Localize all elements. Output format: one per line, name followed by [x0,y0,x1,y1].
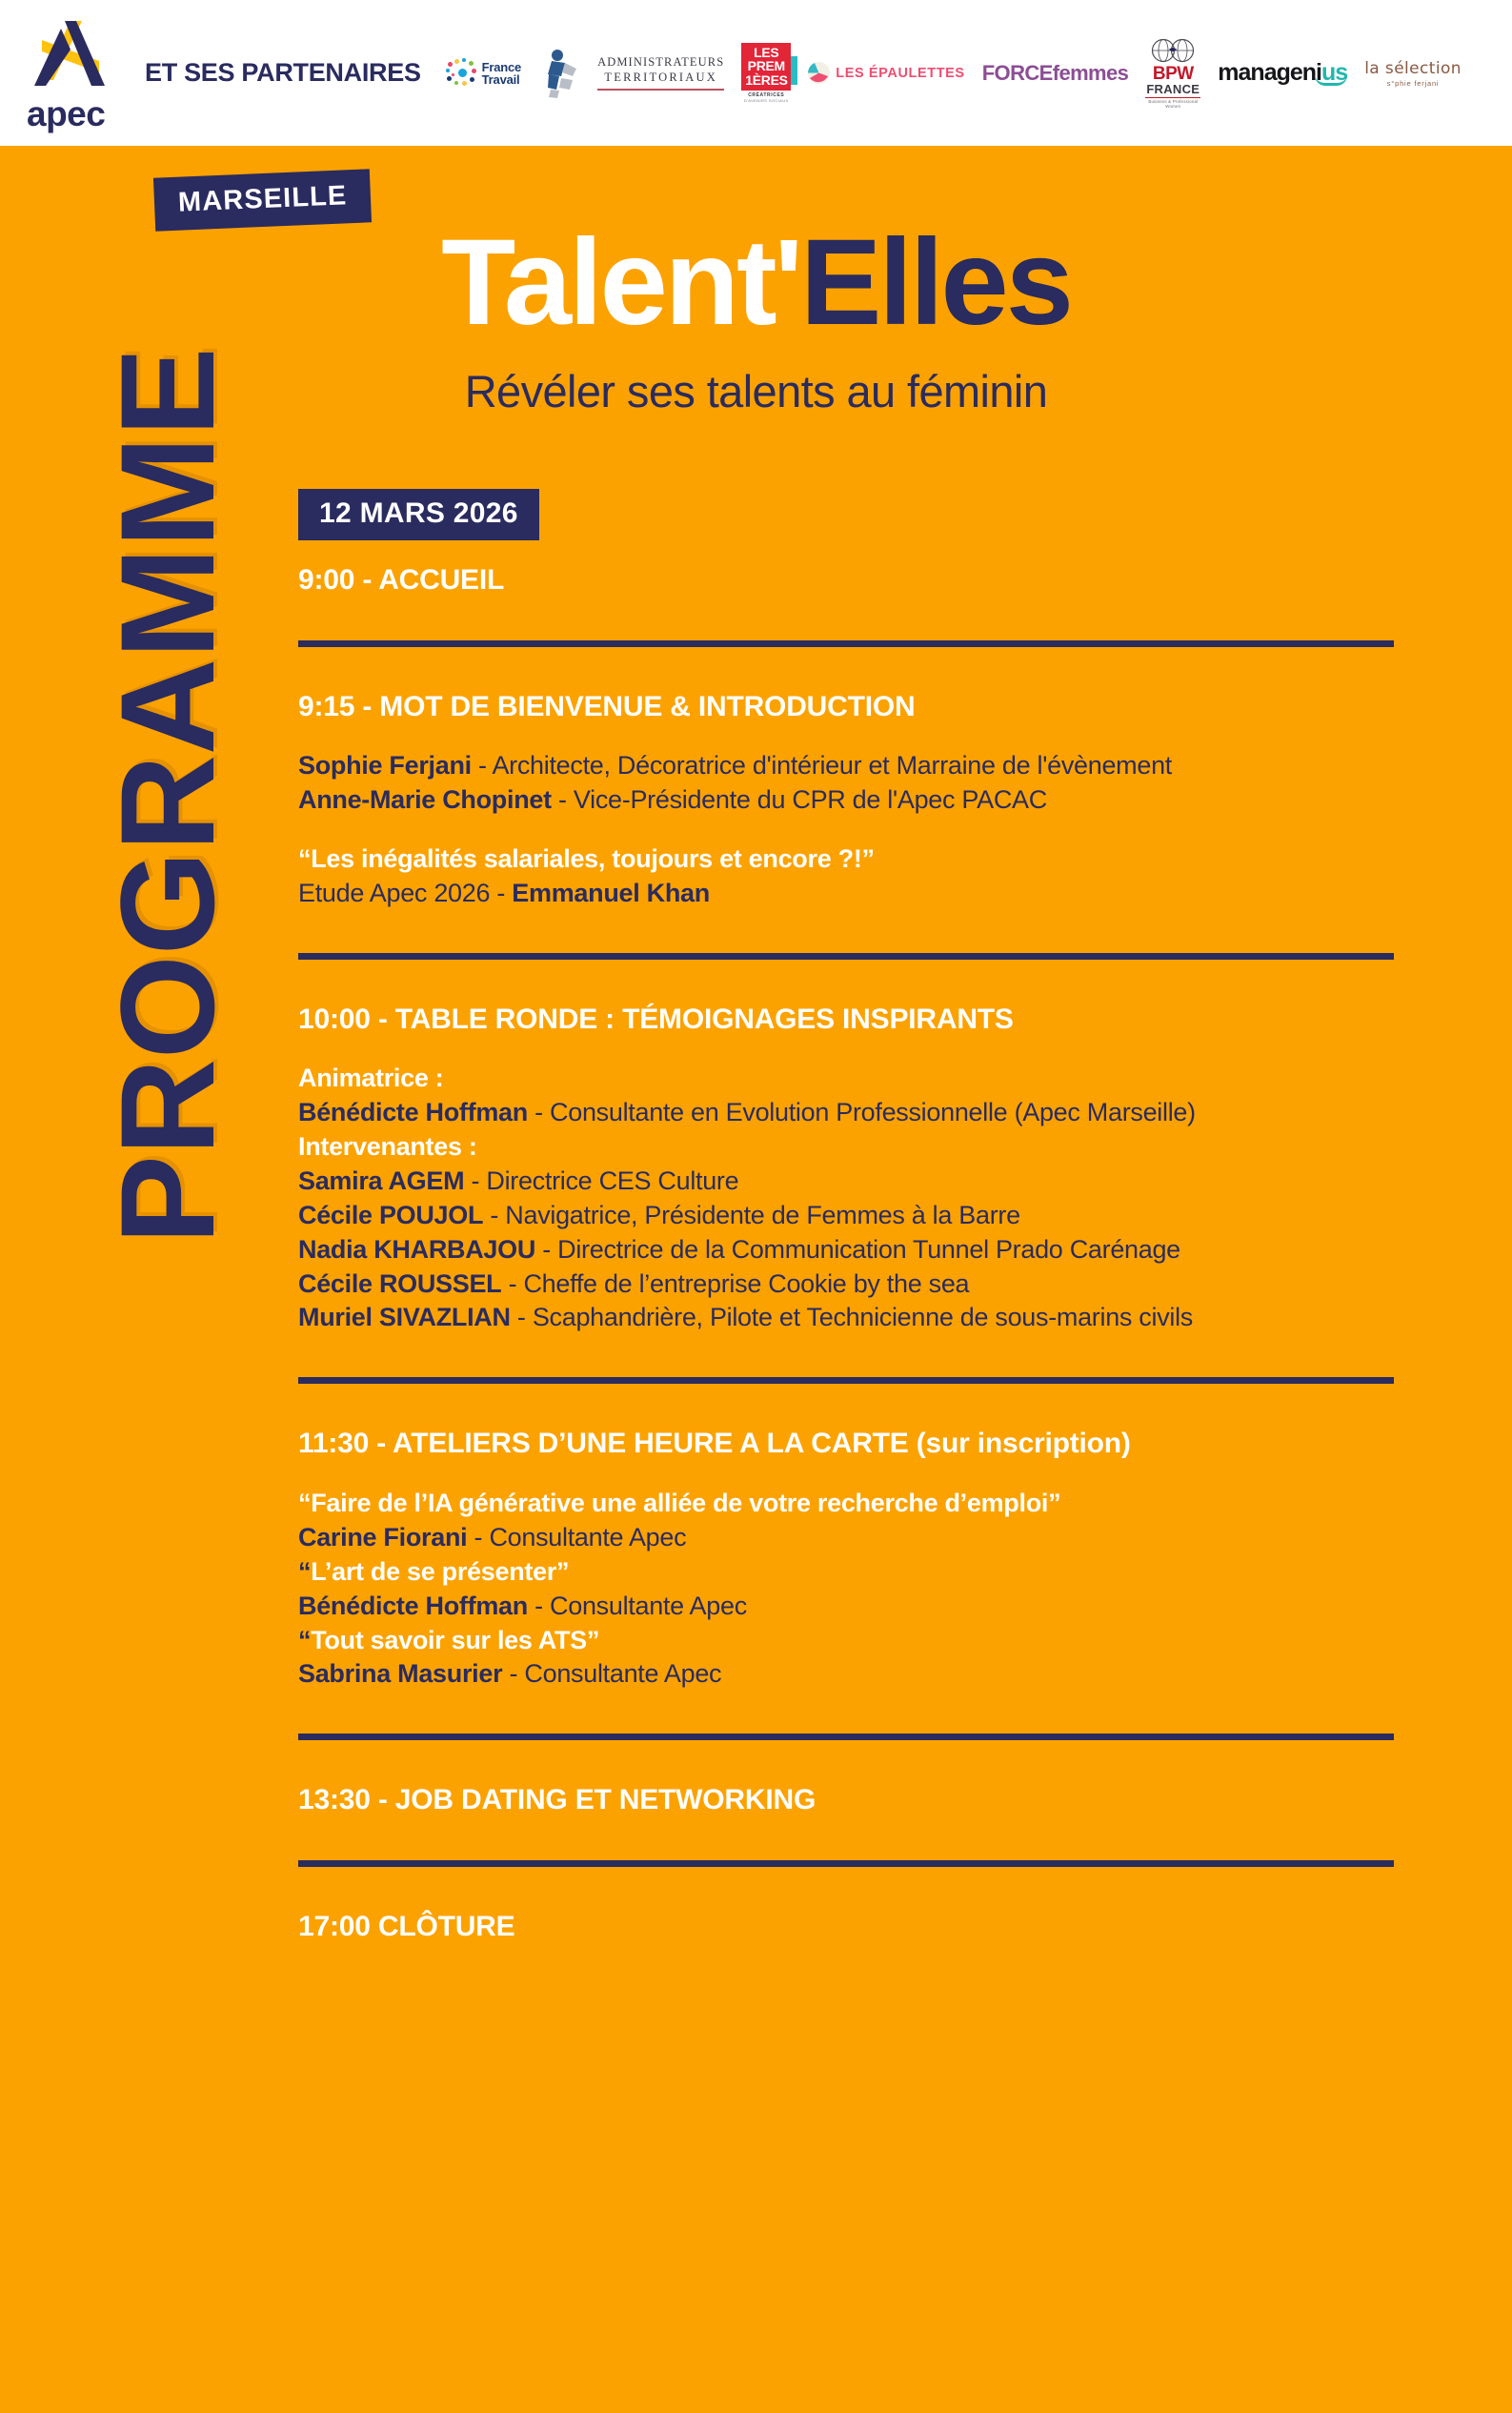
la-selection-tagline: s°phie ferjani [1386,78,1440,88]
speaker-role: Consultante Apec [489,1522,687,1551]
partners-header-bar [0,0,1512,146]
partner-logo-bpw-france [1145,37,1200,109]
speaker-line [298,1096,1394,1130]
speaker-role: Consultante Apec [524,1659,722,1689]
partner-logo-la-selection [1364,59,1462,88]
study-credit [298,877,1394,911]
speaker-sep: - [471,751,493,780]
partner-logo-les-epaulettes [808,62,964,84]
admin-terr-line1: ADMINISTRATEURS [597,55,725,70]
speaker-role: Navigatrice, Présidente de Femmes à la Barre [505,1200,1020,1229]
apec-logo [21,17,124,133]
speaker-role: Consultante en Evolution Professionnelle (Apec Marseille) [550,1098,1196,1127]
page-subtitle: Révéler ses talents au féminin [464,366,1048,416]
speaker-line [298,1165,1394,1199]
partner-logo-france-travail [446,57,521,90]
workshop-title-text: L’art de se présenter [311,1556,557,1586]
speaker-sep: - [510,1303,533,1332]
workshop-title-text: Tout savoir sur les ATS [311,1625,587,1654]
bpw-wordmark: BPW [1152,63,1194,84]
speaker-sep: - [551,784,574,814]
partner-logo-managenius [1218,59,1347,87]
speaker-role: Scaphandrière, Pilote et Technicienne de sous-marins civils [532,1303,1194,1332]
session-lines [298,1487,1394,1692]
speaker-line [298,1301,1394,1335]
workshop-title [298,1555,1394,1590]
programme-vertical-label: PROGRAMME [92,347,242,1245]
speaker-name: Cécile ROUSSEL [298,1268,502,1298]
speaker-role: Directrice de la Communication Tunnel Prado Carénage [557,1234,1180,1264]
bpw-tagline: Business & Professional Women [1148,99,1199,110]
session-title: 13:30 - JOB DATING ET NETWORKING [298,1784,816,1816]
program-list [298,562,1394,1944]
les-epaulettes-wordmark: LES ÉPAULETTES [836,65,965,81]
session-lines [298,749,1394,911]
partners-label: ET SES PARTENAIRES [145,58,421,87]
speaker-sep: - [464,1166,487,1195]
page-title [0,214,1512,351]
title-elles: Elles [800,214,1071,351]
program-session [298,1426,1394,1692]
partner-logo-force-femmes [982,61,1129,86]
les-epaulettes-mark-icon [808,62,830,84]
managenius-b: us [1321,59,1348,86]
session-title: 11:30 - ATELIERS D’UNE HEURE A LA CARTE (sur inscription) [298,1428,1131,1460]
program-session [298,1782,1394,1818]
bpw-globe-icon [1151,37,1195,66]
speaker-name: Anne-Marie Chopinet [298,784,552,814]
apec-wordmark: apec [27,93,106,133]
quote-open: “ [298,1556,312,1586]
study-speaker-name: Emmanuel Khan [512,878,710,907]
admin-terr-line2: TERRITORIAUX [604,70,717,84]
speaker-role: Consultante Apec [550,1591,747,1620]
speaker-name: Muriel SIVAZLIAN [298,1303,511,1332]
speaker-sep: - [527,1098,551,1127]
workshop-title: “Faire de l’IA générative une alliée de votre recherche d’emploi” [298,1488,1061,1517]
les-premieres-red-box: LES PREM 1ÈRES [741,43,791,91]
quote-close: ” [586,1625,600,1654]
speaker-line [298,1590,1394,1624]
speaker-sep: - [527,1591,551,1620]
title-talent: Talent' [441,214,800,351]
session-title: 9:00 - ACCUEIL [298,564,505,596]
speaker-name: Cécile POUJOL [298,1200,484,1229]
speaker-role: Cheffe de l’entreprise Cookie by the sea [523,1268,970,1298]
speaker-role: Vice-Présidente du CPR de l'Apec PACAC [573,784,1047,814]
role-label-animatrice: Animatrice : [298,1064,444,1093]
section-divider [298,953,1394,960]
speaker-role: Directrice CES Culture [486,1166,739,1195]
role-label-intervenantes: Intervenantes : [298,1131,477,1161]
line-spacer [298,818,1394,842]
program-session [298,562,1394,598]
france-travail-dots-icon [446,57,478,90]
partner-logo-figure [538,48,580,99]
forcefemmes-b: femmes [1052,60,1129,85]
section-divider [298,1860,1394,1867]
date-badge: 12 MARS 2026 [298,489,539,540]
la-selection-wordmark: la sélection [1364,58,1462,78]
bpw-france-word: FRANCE [1146,81,1200,96]
managenius-a: manageni [1218,59,1321,86]
session-title: 17:00 CLÔTURE [298,1910,515,1942]
speaker-sep: - [535,1234,558,1264]
speaker-line [298,749,1394,783]
partner-logo-les-premieres [741,43,791,104]
quote-open: “ [298,1625,312,1654]
program-session [298,1002,1394,1336]
apec-mark-icon [32,19,114,93]
speaker-line [298,1199,1394,1233]
speaker-name: Sophie Ferjani [298,751,472,780]
program-session [298,1909,1394,1945]
speaker-sep: - [483,1200,506,1229]
quote-close: ” [556,1556,570,1586]
speaker-line [298,1233,1394,1267]
speaker-sep: - [467,1522,490,1551]
partner-logo-administrateurs-territoriaux [597,55,724,91]
speaker-line [298,783,1394,818]
program-session [298,689,1394,911]
abstract-figure-icon [538,48,580,99]
speaker-name: Bénédicte Hoffman [298,1098,528,1127]
speaker-name: Nadia KHARBAJOU [298,1234,536,1264]
speaker-name: Sabrina Masurier [298,1659,503,1689]
section-divider [298,1734,1394,1740]
section-divider [298,640,1394,647]
les-premieres-sub: CRÉATRICES [748,92,785,99]
study-prefix: Etude Apec 2026 - [298,878,513,907]
speaker-name: Samira AGEM [298,1166,465,1195]
session-lines [298,1062,1394,1335]
speaker-name: Bénédicte Hoffman [298,1591,528,1620]
france-travail-wordmark: France Travail [481,59,522,87]
partner-logos-strip [446,37,1462,109]
forcefemmes-a: FORCE [981,60,1053,85]
speaker-sep: - [502,1659,525,1689]
workshop-title [298,1624,1394,1658]
study-quote: “Les inégalités salariales, toujours et encore ?!” [298,843,875,873]
section-divider [298,1377,1394,1384]
les-premieres-sub2: D'AVENIRS SOCIAUX [743,98,789,104]
speaker-line [298,1657,1394,1692]
speaker-name: Carine Fiorani [298,1522,468,1551]
admin-terr-rule [597,89,724,91]
speaker-line [298,1521,1394,1555]
session-title: 9:15 - MOT DE BIENVENUE & INTRODUCTION [298,690,916,722]
city-badge: MARSEILLE [153,169,373,231]
session-title: 10:00 - TABLE RONDE : TÉMOIGNAGES INSPIRANTS [298,1003,1014,1035]
speaker-role: Architecte, Décoratrice d'intérieur et Marraine de l'évènement [492,751,1173,780]
speaker-line [298,1267,1394,1302]
speaker-sep: - [501,1268,524,1298]
